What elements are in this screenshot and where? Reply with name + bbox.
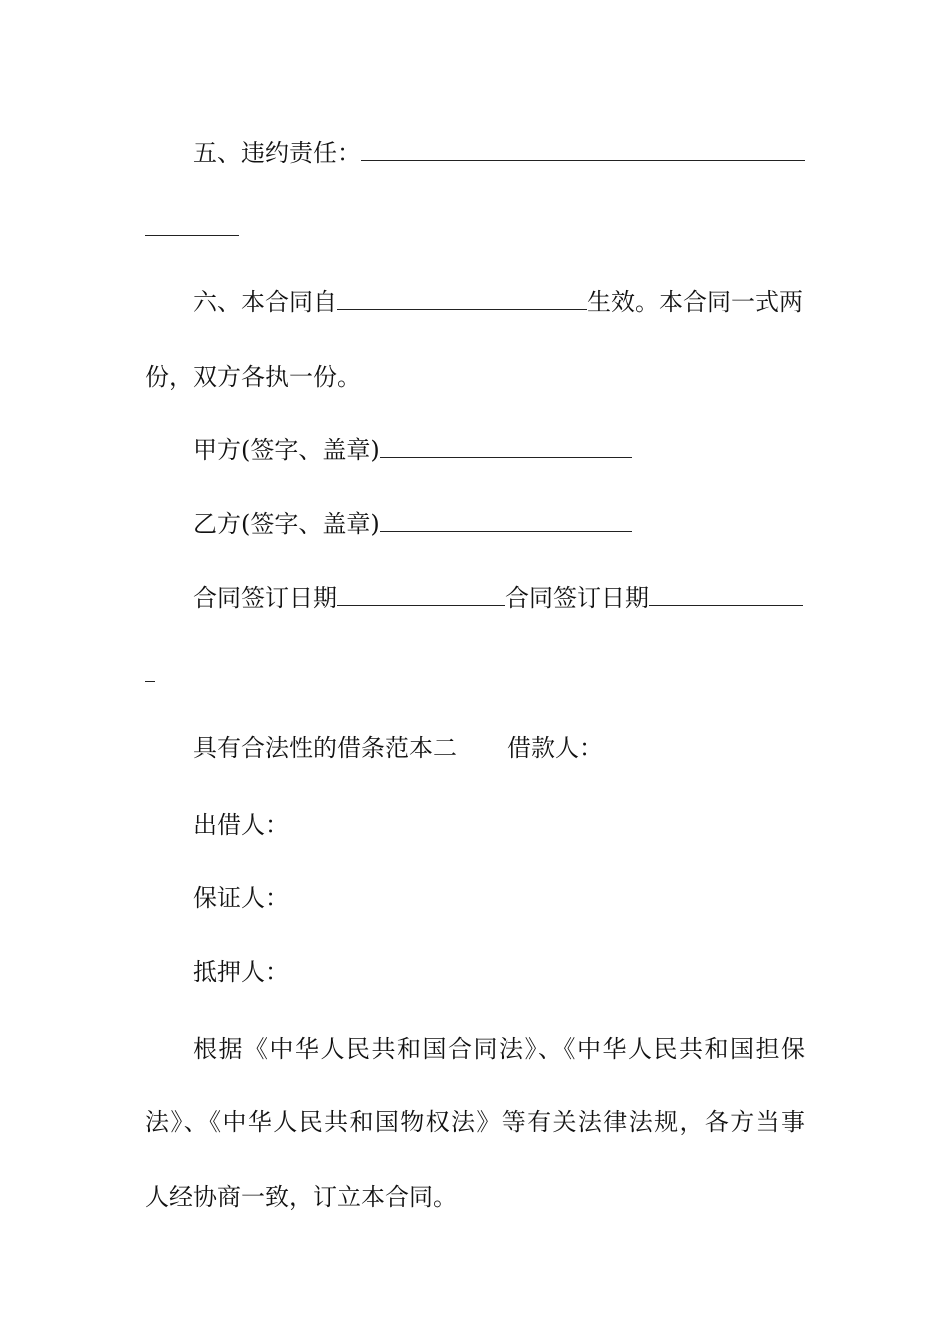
guarantor-line	[193, 882, 805, 914]
breach-liability-line	[193, 137, 805, 169]
template-title-line	[193, 732, 805, 764]
mortgagor-label: 抵押人：	[193, 958, 289, 986]
borrower-label: 借款人：	[507, 734, 603, 762]
copies-clause-line	[145, 361, 805, 393]
party-b-signature-blank[interactable]	[380, 509, 632, 532]
signing-date-blank-continued[interactable]	[145, 659, 155, 682]
party-a-label: 甲方(签字、盖章)	[193, 436, 380, 464]
template-title: 具有合法性的借条范本二	[193, 734, 457, 762]
legal-basis-line-1	[193, 1033, 805, 1065]
breach-liability-label: 五、违约责任：	[193, 139, 361, 167]
signing-date-blank-1[interactable]	[337, 583, 505, 606]
signing-date-label-2: 合同签订日期	[505, 584, 649, 612]
effective-clause-line	[193, 286, 805, 318]
breach-liability-blank-continued[interactable]	[145, 213, 239, 236]
lender-line	[193, 809, 805, 841]
mortgagor-line	[193, 956, 805, 988]
signing-date-line	[193, 582, 805, 614]
legal-basis-line-3	[145, 1181, 805, 1213]
copies-clause-text: 份，双方各执一份。	[145, 363, 361, 391]
signing-date-blank-continued-line	[145, 658, 805, 690]
signing-date-label-1: 合同签订日期	[193, 584, 337, 612]
signing-date-blank-2[interactable]	[649, 583, 803, 606]
effective-clause-end: 生效。本合同一式两	[587, 288, 803, 316]
legal-basis-line-2	[145, 1106, 805, 1138]
party-b-label: 乙方(签字、盖章)	[193, 510, 380, 538]
legal-basis-text-1: 根据《中华人民共和国合同法》、《中华人民共和国担保	[193, 1035, 805, 1063]
party-b-signature-line	[193, 508, 805, 540]
legal-basis-text-3: 人经协商一致，订立本合同。	[145, 1183, 457, 1211]
guarantor-label: 保证人：	[193, 884, 289, 912]
party-a-signature-line	[193, 434, 805, 466]
breach-liability-blank-continued-line	[145, 212, 805, 244]
effective-date-blank[interactable]	[337, 287, 587, 310]
party-a-signature-blank[interactable]	[380, 435, 632, 458]
breach-liability-blank[interactable]	[361, 138, 805, 161]
legal-basis-text-2: 法》、《中华人民共和国物权法》等有关法律法规，各方当事	[145, 1108, 805, 1136]
lender-label: 出借人：	[193, 811, 289, 839]
effective-clause-start: 六、本合同自	[193, 288, 337, 316]
